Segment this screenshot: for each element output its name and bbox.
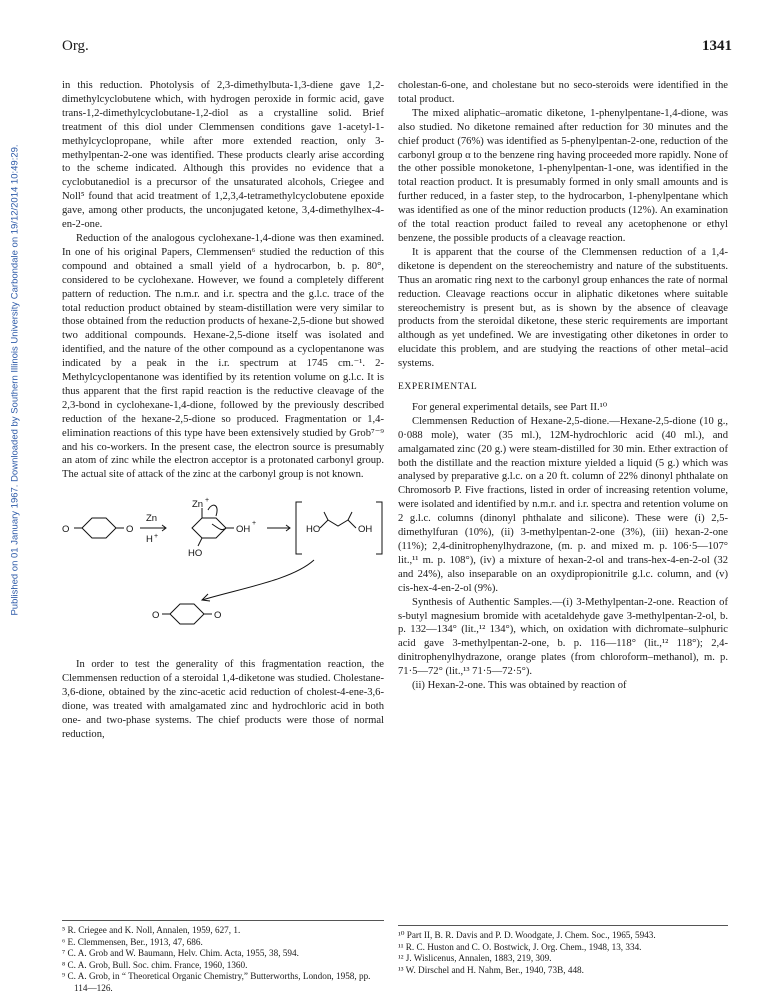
scheme-h: H: [146, 534, 153, 546]
right-column: [398, 79, 728, 693]
left-column-lower: [62, 658, 384, 741]
reaction-scheme-drawing: [62, 488, 384, 636]
intermediate-ring: [192, 518, 226, 538]
scheme-oh-charge: +: [252, 520, 257, 528]
right-paragraph-2: The mixed aliphatic–aromatic diketone, 1-phenylpentane-1,4-dione, was also studied. No diketone remained after reduction for 30 minutes and the chief product (76%) was identified as 5-phenylpentan-2-one, reduction of the carbonyl group α to the benzene ring having proceeded more rapidly. None of the other possible monoketone, 1-phenylpentan-1-one, was identified in the total reaction product. It is presumably formed in only small amounts and is further reduced, in a faster step, to the hydrocarbon, 1-phenylpentane which was identified as one of the minor reduction products (12%). An examination of the total reaction product failed to reveal any acetophenone or ethyl benzene, the possible products of a cleavage reaction.: [398, 107, 728, 244]
experimental-paragraph-2: Clemmensen Reduction of Hexane-2,5-dione.—Hexane-2,5-dione (10 g., 0·088 mole), water (35 ml.), 12M-hydrochloric acid (40 ml.), and amalgamated zinc (20 g.) were steam-distilled for 30 min. Ether extraction of both the distillate and the reaction mixture yielded a liquid (5 g.) which was analysed by preparative g.l.c. on a 20 ft. column of 22% dinonyl phthalate on Chromosorb P. Five fractions, listed in order of increasing retention volume, were isolated and identified by n.m.r. and i.r. spectra and retention volume on 2 g.l.c. columns (dinonyl phthalate and silicone). These were (i) 2,5-dimethylfuran (10%), (ii) 3-methylpentan-2-one (3%), (iii) hexan-2-one (11%); 2,4-dinitrophenylhydrazone, (m. p. and mixed m. p. 106·5—107° lit.,¹¹ m. p. 108°), (iv) a mixture of hexan-2-ol and trans-hex-4-en-2-ol (32 and 24%), also inseparable on an oxydipropionitrile g.l.c. column, and (v) cis-hex-4-en-2-ol (9%).: [398, 415, 728, 594]
right-paragraph-1: cholestan-6-one, and cholestane but no seco-steroids were identified in the total product.: [398, 80, 728, 105]
reaction-scheme: [62, 488, 384, 636]
experimental-paragraph-3: Synthesis of Authentic Samples.—(i) 3-Methylpentan-2-one. Reaction of s-butyl magnesium bromide with acetaldehyde gave 3-methylpentan-2-ol, b. p. 132—134° (lit.,¹² 134°), which, on oxidation with dichromate–sulphuric acid gave 3-methylpentan-2-one, b. p. 116—118° (lit.,¹² 118°); 2,4-dinitrophenylhydrazone, orange plates (from chloroform–methanol), m. p. 71·5—72° (lit.,¹³ 71·5—72·5°).: [398, 596, 728, 678]
scheme-o-right: O: [126, 524, 134, 536]
scheme-product-o-left: O: [152, 610, 160, 622]
footnote-10: ¹⁰ Part II, B. R. Davis and P. D. Woodgate, J. Chem. Soc., 1965, 5943.: [398, 930, 656, 940]
download-watermark-text: Published on 01 January 1967. Downloaded by Southern Illinois University Carbondale on 19/12/2014 10:49:29.: [9, 144, 21, 616]
footnote-6: ⁶ E. Clemmensen, Ber., 1913, 47, 686.: [62, 936, 203, 947]
experimental-heading: EXPERIMENTAL: [398, 382, 478, 393]
scheme-zn: Zn: [146, 513, 158, 525]
footnote-12: ¹² J. Wislicenus, Annalen, 1883, 219, 309.: [398, 953, 552, 964]
right-paragraph-3: It is apparent that the course of the Clemmensen reduction of a 1,4-diketone is dependent on the stereochemistry and nature of the substituents. Thus an aromatic ring next to the carbonyl group enhances the rate of normal reduction. Cleavage reactions occur in aliphatic diketones where suitable stereochemistry is present but, as is shown by the absence of cleavage products from the steroidal diketone, these steric requirements are important although as yet undefined. We are investigating other diketones in order to elucidate this problem, and are studying the reactions of other metal–acid systems.: [398, 246, 728, 370]
footnote-13: ¹³ W. Dirschel and H. Nahm, Ber., 1940, 73B, 448.: [398, 964, 584, 975]
left-footnotes: [62, 912, 384, 995]
journal-name: Org.: [62, 38, 89, 54]
left-paragraph-2: Reduction of the analogous cyclohexane-1,4-dione was then examined. In one of his original Papers, Clemmensen⁶ studied the reduction of this compound and obtained a small yield of a hydrocarbon, b. p. 80°, considered to be cyclohexane. However, we found a completely different pattern of reduction. The n.m.r. and i.r. spectra and the g.l.c. trace of the total reduction product obtained by steam-distillation were very similar to those obtained from the reduction products of hexane-2,5-dione but showed two additional compounds. Hexane-2,5-dione itself was isolated and identified, and the nature of the other compound as a cyclopentanone was indicated by a peak in the i.r. spectrum at 1745 cm.⁻¹. 2-Methylcyclopentanone was identified by its retention volume on g.l.c. It is thus apparent that the first rapid reaction is the reductive cleavage of the 2,3-bond in cyclohexane-1,4-dione, followed by the previously described reduction of the hexane-2,5-dione so produced. Fragmentation or 1,4-elimination reactions of this type have been extensively studied by Grob⁷⁻⁹ and his co-workers. In the present case, the electron source is presumably an atom of zinc while the electron acceptor is a protonated carbonyl group. The actual site of attack of the zinc at the carbonyl group is not known.: [62, 232, 384, 481]
footnote-11: ¹¹ R. C. Huston and C. O. Bostwick, J. Org. Chem., 1948, 13, 334.: [398, 941, 642, 952]
footnote-rule-right: [398, 925, 728, 926]
scheme-product-o-right: O: [214, 610, 222, 622]
scheme-oh: OH: [236, 524, 251, 536]
footnote-8: ⁸ C. A. Grob, Bull. Soc. chim. France, 1960, 1360.: [62, 959, 248, 970]
experimental-paragraph-1: For general experimental details, see Part II.¹⁰: [412, 401, 608, 413]
cyclopentanone-ring: [170, 604, 204, 624]
experimental-paragraph-4: (ii) Hexan-2-one. This was obtained by reaction of: [412, 680, 627, 692]
right-footnotes: [398, 917, 728, 976]
scheme-diol-oh: OH: [358, 524, 373, 536]
footnote-9: ⁹ C. A. Grob, in “ Theoretical Organic Chemistry,” Butterworths, London, 1958, pp. 114—126.: [62, 971, 371, 993]
download-watermark: [6, 80, 24, 680]
footnote-5: ⁵ R. Criegee and K. Noll, Annalen, 1959, 627, 1.: [62, 925, 241, 935]
page-number: 1341: [702, 38, 732, 54]
scheme-zn-charge: +: [205, 497, 210, 505]
scheme-diol-ho: HO: [306, 524, 321, 536]
left-column: [62, 79, 384, 636]
scheme-o-left: O: [62, 524, 70, 536]
footnote-7: ⁷ C. A. Grob and W. Baumann, Helv. Chim. Acta, 1955, 38, 594.: [62, 948, 299, 959]
scheme-zn-plus: Zn: [192, 499, 204, 511]
footnote-rule-left: [62, 920, 384, 921]
scheme-ho: HO: [188, 548, 203, 560]
cyclohexanedione-ring: [82, 518, 116, 538]
scheme-h-plus: +: [154, 533, 159, 541]
left-paragraph-1: in this reduction. Photolysis of 2,3-dimethylbuta-1,3-diene gave 1,2-dimethylcyclobutene which, with hydrogen peroxide in formic acid, gave trans-1,2-dimethylcyclobutane-1,2-diol as a crystalline solid. Brief treatment of this diol under Clemmensen conditions gave 1-acetyl-1-methylcyclopropane, while after more extended reaction, only 3-methylpentan-2-one was identified. These products clearly arise according to the scheme indicated. Although this provides no evidence that a cyclobutanediol is a precursor of the unsaturated alcohols, Criegee and Noll⁵ found that acid treatment of 1,2,3,4-tetramethylcyclobutene epoxide gave, among other products, the unconjugated ketone, 3,4-dimethylhex-4-en-2-one.: [62, 80, 384, 231]
left-paragraph-3: In order to test the generality of this fragmentation reaction, the Clemmensen reduction of a steroidal 1,4-diketone was studied. Cholestane-3,6-dione, obtained by the zinc-acetic acid reduction of cholest-4-ene-3,6-dione, was treated with amalgamated zinc and hydrochloric acid in both one- and two-phase systems. The chief products were those of normal reduction,: [62, 659, 384, 740]
